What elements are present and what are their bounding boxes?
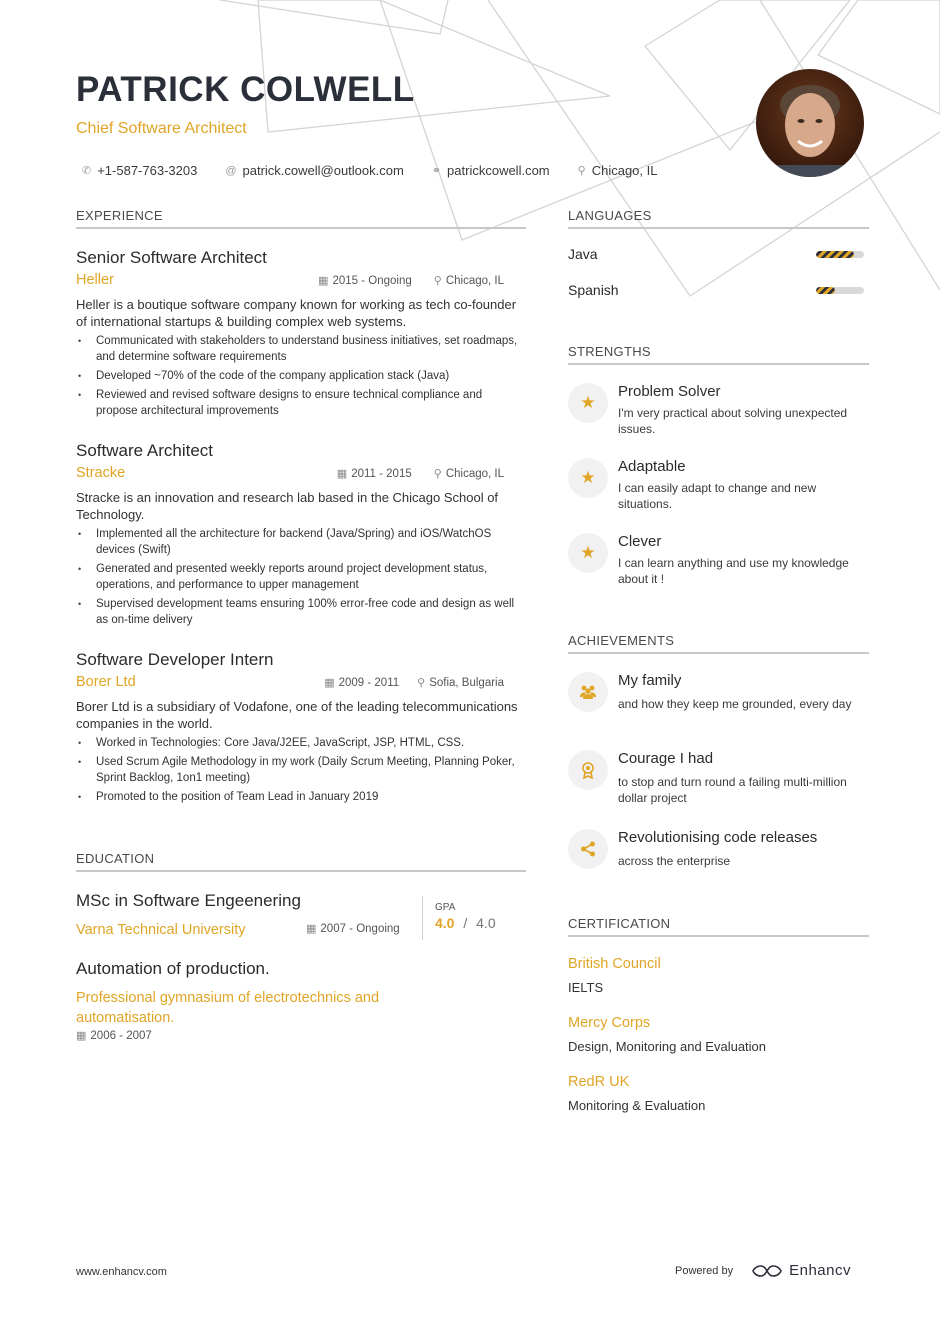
location-icon: ⚲ [577, 165, 586, 177]
job-bullets [76, 333, 526, 419]
candidate-name: PATRICK COLWELL [76, 70, 415, 109]
calendar-icon: ▦ [76, 1030, 87, 1042]
strength-item [568, 533, 869, 587]
gpa-separator: / [463, 915, 468, 931]
job-dates: 2009 - 2011 [338, 676, 400, 689]
brand-name: Enhancv [789, 1262, 851, 1279]
phone-icon: ✆ [82, 165, 92, 177]
language-row [568, 246, 864, 262]
job-description: Heller is a boutique software company known for working as tech co-founder of international startups & building complex web systems. [76, 297, 517, 329]
calendar-icon: ▦ [324, 677, 335, 689]
profile-photo [756, 69, 864, 177]
education-degree: MSc in Software Engeenering [76, 891, 301, 910]
gpa-max: 4.0 [476, 915, 496, 931]
location-icon: ⚲ [433, 275, 442, 287]
education-dates-row [76, 1029, 152, 1042]
medal-icon [568, 750, 608, 790]
education-heading: EDUCATION [76, 851, 526, 872]
job-bullet: • Implemented all the architecture for backend (Java/Spring) and iOS/WatchOS devices (Swift) [76, 526, 526, 558]
achievements-heading: ACHIEVEMENTS [568, 633, 869, 654]
job-bullet: • Worked in Technologies: Core Java/J2EE, JavaScript, JSP, HTML, CSS. [76, 735, 526, 751]
job-title: Software Developer Intern [76, 650, 274, 669]
job-description: Borer Ltd is a subsidiary of Vodafone, one of the leading telecommunications companies in the world. [76, 699, 518, 731]
education-dates-row [306, 922, 400, 935]
job-company: Stracke [76, 465, 126, 481]
contact-location [572, 163, 658, 178]
job-bullet: • Generated and presented weekly reports around project development status, operations, and performance to upper management [76, 561, 526, 593]
language-name: Java [568, 246, 598, 262]
strength-text: I can easily adapt to change and new situations. [618, 481, 817, 511]
job-bullet: • Communicated with stakeholders to understand business initiatives, set roadmaps, and determine software requirements [76, 333, 526, 365]
strength-title: Problem Solver [618, 383, 721, 400]
certification-name: British Council [568, 956, 661, 972]
certification-description: IELTS [568, 980, 604, 995]
certification-name: Mercy Corps [568, 1015, 651, 1031]
language-level-fill [816, 251, 854, 258]
job-entry [76, 650, 526, 808]
contact-phone-text: +1-587-763-3203 [97, 163, 198, 178]
education-school: Varna Technical University [76, 922, 246, 938]
certification-heading: CERTIFICATION [568, 916, 869, 937]
strength-text: I can learn anything and use my knowledge about it ! [618, 556, 849, 586]
certification-name: RedR UK [568, 1074, 630, 1090]
job-entry [76, 441, 526, 631]
calendar-icon: ▦ [336, 468, 348, 480]
job-description: Stracke is an innovation and research lab based in the Chicago School of Technology. [76, 490, 499, 522]
job-bullet: • Used Scrum Agile Methodology in my work (Daily Scrum Meeting, Planning Poker, Sprint Backlog, 1on1 meeting) [76, 754, 526, 786]
job-title: Senior Software Architect [76, 248, 267, 267]
achievement-item [568, 750, 869, 806]
link-icon: ⚭ [431, 165, 442, 177]
experience-heading: EXPERIENCE [76, 208, 526, 229]
languages-heading: LANGUAGES [568, 208, 869, 229]
achievement-title: My family [618, 672, 682, 689]
language-level-bar [816, 251, 864, 258]
contact-email[interactable] [219, 163, 404, 178]
share-icon [568, 829, 608, 869]
calendar-icon: ▦ [318, 275, 329, 287]
star-icon: ★ [568, 533, 608, 573]
job-bullet: • Developed ~70% of the code of the company application stack (Java) [76, 368, 526, 384]
achievement-text: across the enterprise [618, 854, 731, 868]
education-school: Professional gymnasium of electrotechnics and automatisation. [76, 990, 380, 1026]
contact-email-text: patrick.cowell@outlook.com [242, 163, 404, 178]
job-dates: 2011 - 2015 [351, 467, 412, 480]
job-bullets [76, 526, 526, 628]
gpa-label: GPA [435, 902, 456, 913]
strength-item [568, 383, 869, 437]
gpa-score: 4.0 [435, 915, 455, 931]
gpa-value [435, 915, 496, 931]
certification-description: Monitoring & Evaluation [568, 1098, 706, 1113]
strength-title: Clever [618, 533, 662, 550]
job-bullets [76, 735, 526, 805]
star-icon: ★ [568, 458, 608, 498]
job-company: Heller [76, 272, 114, 288]
group-icon [568, 672, 608, 712]
language-row [568, 282, 864, 298]
at-icon: @ [225, 164, 237, 177]
strengths-heading: STRENGTHS [568, 344, 869, 365]
enhancv-logo-icon [751, 1263, 783, 1279]
footer-branding[interactable] [675, 1262, 851, 1279]
job-location: Sofia, Bulgaria [429, 676, 504, 689]
achievement-item [568, 672, 869, 712]
job-entry [76, 248, 526, 422]
location-icon: ⚲ [417, 677, 426, 689]
strength-item [568, 458, 869, 512]
candidate-title: Chief Software Architect [76, 120, 247, 137]
contact-bar [76, 163, 679, 178]
contact-website[interactable] [426, 163, 550, 178]
achievement-title: Courage I had [618, 750, 714, 767]
contact-website-text: patrickcowell.com [447, 163, 550, 178]
certification-description: Design, Monitoring and Evaluation [568, 1039, 767, 1054]
strength-text: I'm very practical about solving unexpected issues. [618, 406, 848, 436]
language-level-fill [816, 287, 835, 294]
achievement-title: Revolutionising code releases [618, 829, 818, 846]
job-dates: 2015 - Ongoing [332, 274, 412, 287]
star-icon: ★ [568, 383, 608, 423]
education-degree: Automation of production. [76, 959, 270, 978]
education-dates: 2006 - 2007 [90, 1029, 152, 1042]
powered-by-label: Powered by [675, 1264, 734, 1277]
contact-phone[interactable] [76, 163, 197, 178]
job-location: Chicago, IL [445, 274, 504, 287]
language-name: Spanish [568, 282, 619, 298]
gpa-box [422, 896, 496, 940]
footer-website-link[interactable]: www.enhancv.com [76, 1266, 167, 1278]
job-company: Borer Ltd [76, 674, 136, 690]
calendar-icon: ▦ [306, 923, 317, 935]
contact-location-text: Chicago, IL [591, 163, 658, 178]
job-bullet: • Supervised development teams ensuring 100% error-free code and design as well as on-time delivery [76, 596, 526, 628]
job-bullet: • Reviewed and revised software designs to ensure technical compliance and propose architectural improvements [76, 387, 526, 419]
job-bullet: • Promoted to the position of Team Lead in January 2019 [76, 789, 526, 805]
achievement-text: and how they keep me grounded, every day [618, 697, 852, 711]
job-location: Chicago, IL [445, 467, 504, 480]
education-dates: 2007 - Ongoing [320, 922, 400, 935]
strength-title: Adaptable [618, 458, 686, 475]
job-title: Software Architect [76, 441, 214, 460]
achievement-item [568, 829, 869, 869]
language-level-bar [816, 287, 864, 294]
location-icon: ⚲ [433, 468, 442, 480]
achievement-text: to stop and turn round a failing multi-million dollar project [618, 775, 847, 805]
